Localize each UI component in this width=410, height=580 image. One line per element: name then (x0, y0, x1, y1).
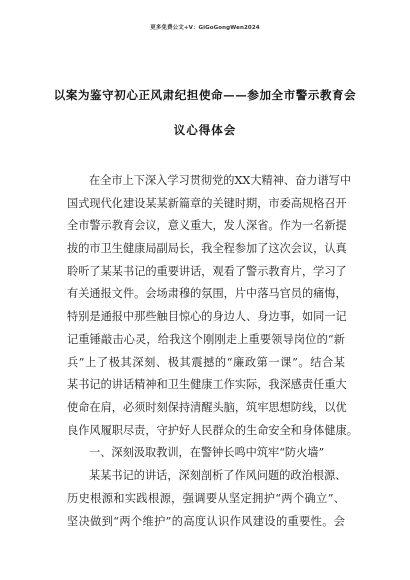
paragraph-line: 某书记的讲话精神和卫生健康工作实际，我深感责任重大 (67, 378, 347, 391)
document-title-line-1: 以案为鉴守初心正风肃纪担使命——参加全市警示教育会 (53, 88, 357, 102)
paragraph-line: 特别是通报中那些触目惊心的身边人、身边事，如同一记 (67, 310, 347, 323)
paragraph-line: 历史根源和实践根源，强调要从坚定拥护“两个确立”、 (67, 492, 345, 505)
paragraph-line: 国式现代化建设某某新篇章的关键时期，市委高规格召开 (67, 197, 347, 210)
paragraph-line: 聆听了某某书记的重要讲话，观看了警示教育片，学习了 (67, 265, 347, 278)
paragraph-line: 坚决做到“两个维护”的高度认识作风建设的重要性。会 (67, 515, 345, 528)
paragraph-line: 兵”上了极其深刻、极其震撼的“廉政第一课”。结合某 (67, 356, 345, 369)
paragraph-line: 有关通报文件。会场肃穆的氛围，片中落马官员的痛悔， (67, 287, 347, 300)
document-title-line-2: 议心得体会 (173, 123, 237, 137)
paragraph-line: 全市警示教育会议，意义重大，发人深省。作为一名新提 (67, 219, 347, 232)
paragraph-line: 某某书记的讲话，深刻剖析了作风问题的政治根源、 (89, 469, 347, 482)
paragraph-line: 在全市上下深入学习贯彻党的XX大精神、奋力谱写中 (89, 174, 352, 187)
header-note: 更多免费公文+V：GiGoGongWen2024 (150, 25, 260, 31)
section-heading: 一、深刻汲取教训，在警钟长鸣中筑牢“防火墙” (89, 446, 325, 459)
paragraph-line: 拔的市卫生健康局副局长，我全程参加了这次会议，认真 (67, 242, 347, 255)
paragraph-line: 良作风履职尽责，守护好人民群众的生命安全和身体健康。 (67, 424, 358, 437)
paragraph-line: 记重锤敲击心灵，给我这个刚刚走上重要领导岗位的“新 (67, 333, 345, 346)
paragraph-line: 使命在肩，必须时刻保持清醒头脑，筑牢思想防线，以优 (67, 401, 347, 414)
